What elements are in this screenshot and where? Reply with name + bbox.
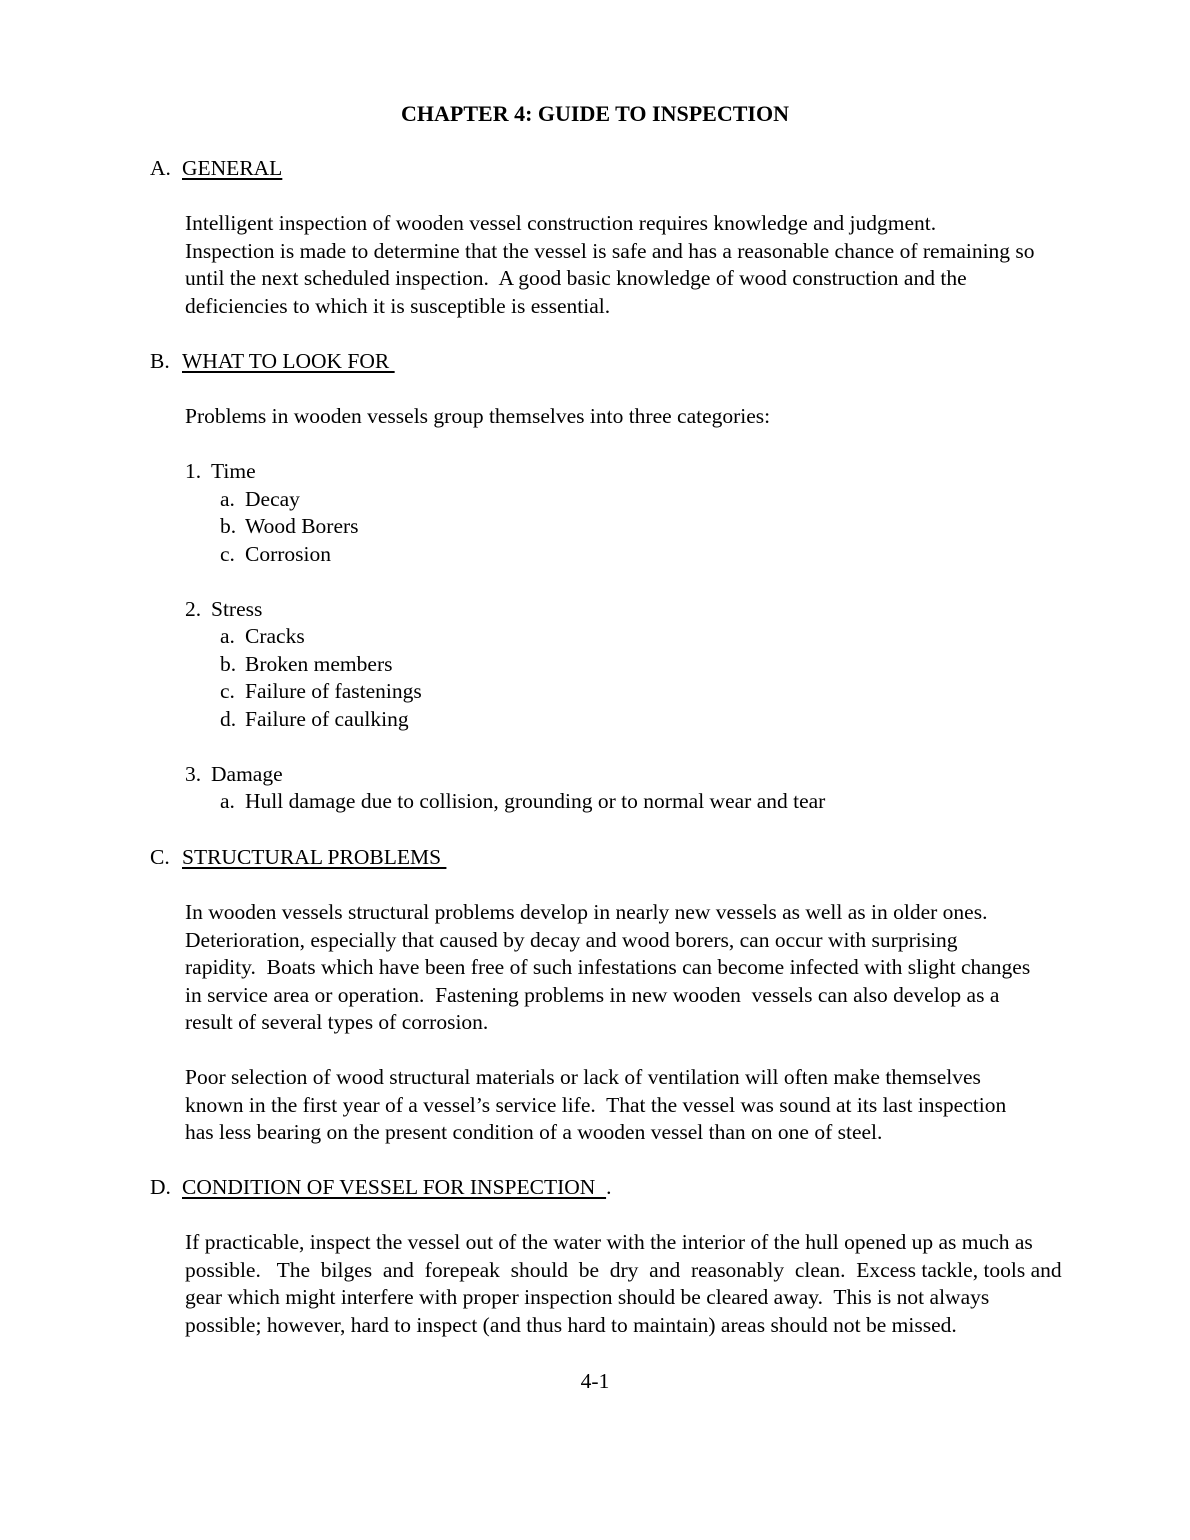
list-item-text: Hull damage due to collision, grounding or to normal wear and tear: [245, 789, 826, 813]
paragraph-line: deficiencies to which it is susceptible is essential.: [185, 293, 611, 318]
paragraph-line: result of several types of corrosion.: [185, 1010, 489, 1034]
section-c-letter: C.: [150, 845, 170, 869]
list-item: [220, 513, 359, 541]
list-item: [220, 706, 409, 734]
category-number: 2.: [185, 597, 202, 621]
list-item-letter: a.: [220, 487, 235, 511]
paragraph-line: In wooden vessels structural problems develop in nearly new vessels as well as in older ones.: [185, 900, 988, 924]
paragraph-line: Intelligent inspection of wooden vessel construction requires knowledge and judgment.: [185, 211, 937, 235]
category-damage: [185, 761, 283, 789]
paragraph-line: gear which might interfere with proper inspection should be cleared away. This is not always: [185, 1285, 990, 1309]
list-item-text: Decay: [245, 487, 300, 511]
list-item-letter: d.: [220, 707, 237, 731]
paragraph-line: If practicable, inspect the vessel out of the water with the interior of the hull opened up as much as: [185, 1230, 1033, 1254]
section-b-letter: B.: [150, 349, 170, 373]
list-item: [220, 541, 331, 569]
list-item: [220, 486, 300, 514]
section-b-intro: Problems in wooden vessels group themselves into three categories:: [185, 404, 771, 428]
page-number: 4-1: [580, 1369, 610, 1393]
category-stress: [185, 596, 262, 624]
list-item-text: Failure of fastenings: [245, 679, 422, 703]
section-a-paragraph: [185, 210, 1035, 320]
section-a-heading: [150, 155, 282, 183]
paragraph-line: has less bearing on the present condition of a wooden vessel than on one of steel.: [185, 1120, 883, 1144]
list-item-text: Corrosion: [245, 542, 331, 566]
section-d-title-suffix: .: [606, 1175, 612, 1199]
section-b-title: WHAT TO LOOK FOR: [182, 349, 395, 373]
paragraph-line: until the next scheduled inspection. A good basic knowledge of wood construction and the: [185, 266, 967, 290]
paragraph-line: possible. The bilges and forepeak should be dry and reasonably clean. Excess tackle, tools and: [185, 1257, 1062, 1282]
list-item-text: Failure of caulking: [245, 707, 409, 731]
section-a-letter: A.: [150, 156, 171, 180]
page-title: CHAPTER 4: GUIDE TO INSPECTION: [401, 101, 789, 126]
paragraph-line: known in the first year of a vessel’s service life. That the vessel was sound at its last inspection: [185, 1092, 1007, 1117]
section-d-paragraph: [185, 1229, 1062, 1339]
list-item: [220, 678, 422, 706]
list-item-letter: a.: [220, 624, 235, 648]
list-item-text: Cracks: [245, 624, 305, 648]
section-c-paragraph-2: [185, 1064, 1006, 1147]
list-item-letter: b.: [220, 652, 237, 676]
category-number: 1.: [185, 459, 202, 483]
section-d-title: CONDITION OF VESSEL FOR INSPECTION: [182, 1175, 607, 1199]
section-c-paragraph-1: [185, 899, 1030, 1037]
section-d-heading: [150, 1174, 611, 1202]
category-time: [185, 458, 256, 486]
paragraph-line: Poor selection of wood structural materials or lack of ventilation will often make themselves: [185, 1065, 981, 1089]
list-item-letter: b.: [220, 514, 237, 538]
list-item: [220, 788, 825, 816]
paragraph-line: in service area or operation. Fastening problems in new wooden vessels can also develop as a: [185, 982, 1000, 1007]
paragraph-line: Deterioration, especially that caused by decay and wood borers, can occur with surprising: [185, 927, 958, 952]
section-c-title: STRUCTURAL PROBLEMS: [182, 845, 447, 869]
list-item-letter: c.: [220, 542, 235, 566]
category-label: Stress: [211, 597, 263, 621]
paragraph-line: possible; however, hard to inspect (and thus hard to maintain) areas should not be missed.: [185, 1312, 957, 1337]
category-label: Damage: [211, 762, 283, 786]
category-label: Time: [211, 459, 256, 483]
category-number: 3.: [185, 762, 202, 786]
paragraph-line: rapidity. Boats which have been free of such infestations can become infected with slight changes: [185, 955, 1031, 979]
list-item-letter: a.: [220, 789, 235, 813]
list-item: [220, 623, 305, 651]
section-a-title: GENERAL: [182, 156, 283, 180]
section-c-heading: [150, 844, 446, 872]
paragraph-line: Inspection is made to determine that the vessel is safe and has a reasonable chance of remaining so: [185, 238, 1035, 263]
list-item: [220, 651, 392, 679]
list-item-text: Wood Borers: [245, 514, 359, 538]
section-b-heading: [150, 348, 395, 376]
list-item-letter: c.: [220, 679, 235, 703]
list-item-text: Broken members: [245, 652, 393, 676]
section-d-letter: D.: [150, 1175, 171, 1199]
